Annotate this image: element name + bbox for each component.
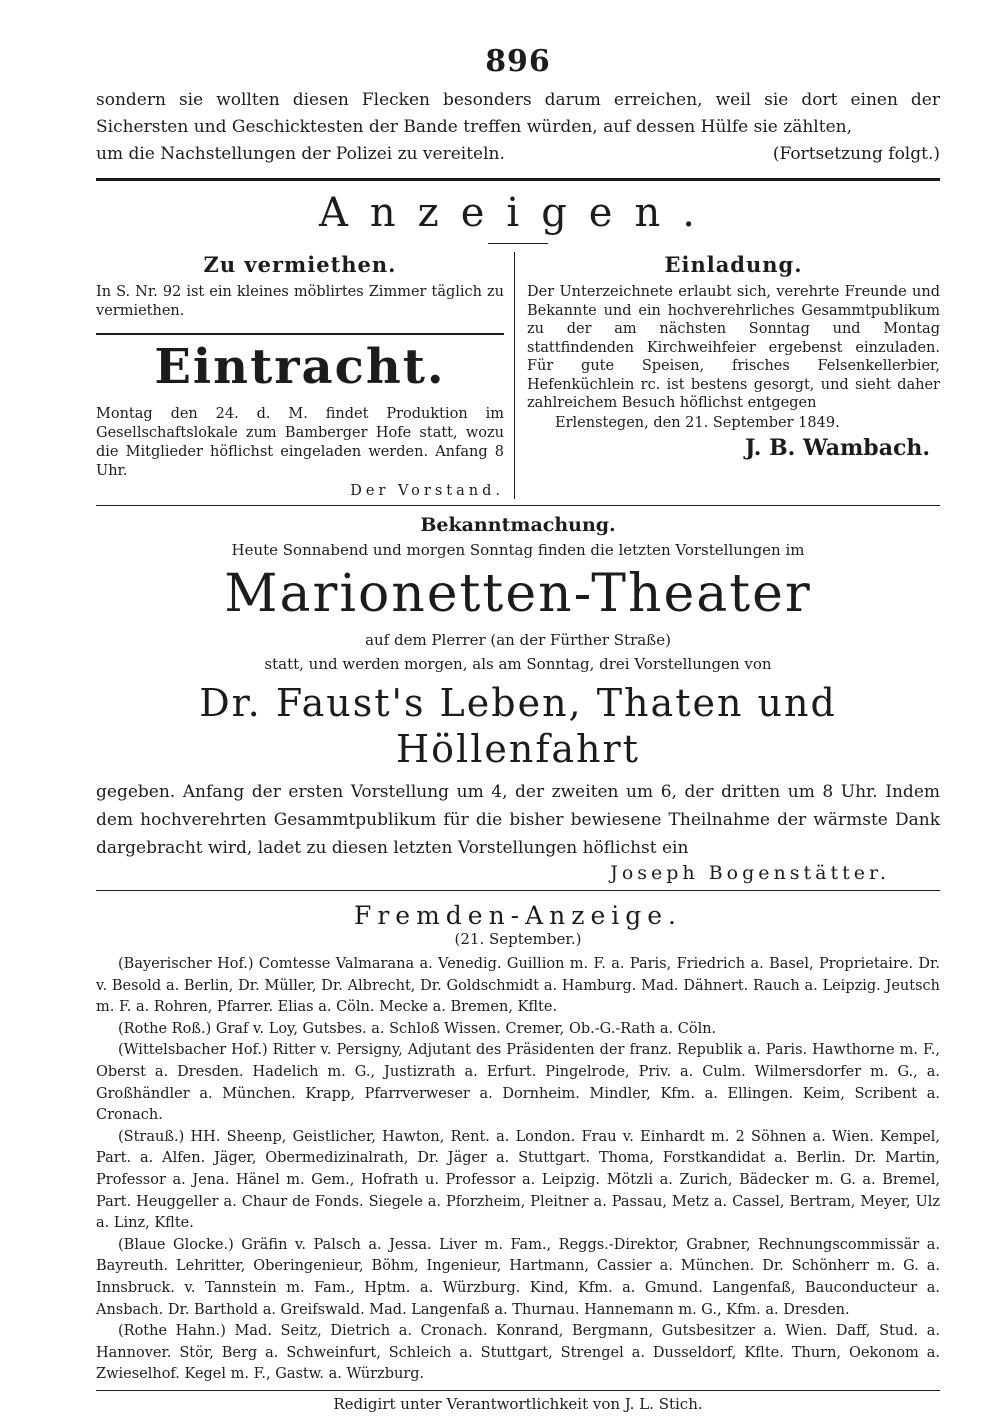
fremden-entry: (Strauß.) HH. Sheenp, Geistlicher, Hawton, Rent. a. London. Frau v. Einhardt m. 2 Söhnen a. Wien. Kempel, Part. a. Alfen. Jäger, Obermedizinalrath, Dr. Jäger a. Stuttgart. Thoma, Forstkandidat a. Berlin. Dr. Martin, Professor a. Jena. Hänel m. Gem., Hofrath u. Professor a. Leipzig. Mötzli a. Zurich, Bädecker m. G. a. Bremel, Part. Heuggeller a. Chaur de Fonds. Siegele a. Pforzheim, Pleitner a. Passau, Metz a. Cassel, Bertram, Meyer, Ulz a. Linz, Kflte. xyxy=(96,1128,940,1232)
continued-note: (Fortsetzung folgt.) xyxy=(772,144,940,164)
fremden-entry: (Rothe Roß.) Graf v. Loy, Gutsbes. a. Schloß Wissen. Cremer, Ob.-G.-Rath a. Cöln. xyxy=(118,1020,717,1037)
fremden-entry: (Blaue Glocke.) Gräfin v. Palsch a. Jessa. Liver m. Fam., Reggs.-Direktor, Grabner, Rechnungscommissär a. Bayreuth. Lehritter, Oberingenieur, Böhm, Ingenieur, Hartmann, Cassier a. München. Dr. Schönherr m. G. a. Innsbruck. v. Tannstein m. Fam., Hptm. a. Würzburg. Kind, Kfm. a. Gmund. Langenfaß, Bauconducteur a. Ansbach. Dr. Barthold a. Greifswald. Mad. Langenfaß a. Thurnau. Hannemann m. G., Kfm. a. Dresden. xyxy=(96,1236,940,1318)
fremden-entry: (Rothe Hahn.) Mad. Seitz, Dietrich a. Cronach. Konrand, Bergmann, Gutsbesitzer a. Wien. Daff, Stud. a. Hannover. Stör, Berg a. Schweinfurt, Schleich a. Stuttgart, Strengel a. Dusseldorf, Kflte. Thurn, Oekonom a. Zwieselhof. Kegel m. F., Gastw. a. Würzburg. xyxy=(96,1323,940,1383)
ads-columns xyxy=(96,252,940,499)
ad-einladung-heading: Einladung. xyxy=(664,252,803,277)
fremden-date: (21. September.) xyxy=(454,930,582,948)
editor-footer: Redigirt unter Verantwortlichkeit von J. L. Stich. xyxy=(333,1394,703,1413)
right-column xyxy=(515,252,940,499)
story-continuation xyxy=(96,87,940,168)
theater-title: Marionetten-Theater xyxy=(224,564,812,624)
newspaper-page xyxy=(96,44,940,1413)
ad-einladung-text: Der Unterzeichnete erlaubt sich, verehrte Freunde und Bekannte und ein hochverehrliches Gesammtpublikum zu der am nächsten Sonntag und Montag stattfindenden Kirchweihfeier ergebenst einzuladen. Für gute Speisen, frisches Felsenkellerbier, Hefenküchlein rc. ist bestens gesorgt, und sieht daher zahlreichem Besuch höflichst entgegen xyxy=(527,284,940,411)
ad-vermiethen-text: In S. Nr. 92 ist ein kleines möblirtes Zimmer täglich zu vermiethen. xyxy=(96,284,504,319)
story-last-line-row xyxy=(96,141,940,168)
divider xyxy=(96,1390,940,1391)
fremden-entry: (Bayerischer Hof.) Comtesse Valmarana a. Venedig. Guillion m. F. a. Paris, Friedrich a. Basel, Proprietaire. Dr. v. Besold a. Berlin, Dr. Müller, Dr. Albrecht, Dr. Goldschmidt a. Hamburg. Mad. Dähnert. Rauch a. Leipzig. Jeutsch m. F. a. Rohren, Pfarrer. Elias a. Cöln. Mecke a. Bremen, Kflte. xyxy=(96,956,940,1016)
theater-location: auf dem Plerrer (an der Fürther Straße) xyxy=(365,631,671,649)
bekanntmachung-signature: Joseph Bogenstätter. xyxy=(610,862,890,884)
bekanntmachung-text: gegeben. Anfang der ersten Vorstellung um 4, der zweiten um 6, der dritten um 8 Uhr. Indem dem hochverehrten Gesammtpublikum für die bisher bewiesene Theilnahme der wärmste Dank dargebracht wird, ladet zu diesen letzten Vorstellungen höflichst ein xyxy=(96,782,940,858)
fremden-list xyxy=(96,954,940,1386)
bekanntmachung-line1: Heute Sonnabend und morgen Sonntag finden die letzten Vorstellungen im xyxy=(231,541,805,559)
fremden-title: Fremden-Anzeige. xyxy=(353,901,682,930)
ad-eintracht-text: Montag den 24. d. M. findet Produktion im Gesellschaftslokale zum Bamberger Hofe statt, wozu die Mitglieder höflichst eingeladen werden. Anfang 8 Uhr. xyxy=(96,406,504,479)
ad-eintracht-signature: Der Vorstand. xyxy=(350,483,504,499)
divider xyxy=(96,505,940,506)
ad-vermiethen-heading: Zu vermiethen. xyxy=(203,252,397,277)
fremden-entry: (Wittelsbacher Hof.) Ritter v. Persigny, Adjutant des Präsidenten der franz. Republik a. Paris. Hawthorne m. F., Oberst a. Dresden. Hadelich m. G., Justizrath a. Erfurt. Pingelrode, Priv. a. Culm. Wilmersdorfer m. G., a. Großhändler a. München. Krapp, Pfarrverweser a. Dornheim. Mindler, Kfm. a. Ellingen. Keim, Scribent a. Cronach. xyxy=(96,1042,940,1124)
divider xyxy=(96,178,940,181)
ad-einladung-date: Erlenstegen, den 21. September 1849. xyxy=(555,414,840,431)
ad-einladung-signature: J. B. Wambach. xyxy=(745,434,930,461)
faust-title: Dr. Faust's Leben, Thaten und Höllenfahrt xyxy=(199,681,837,771)
ad-eintracht-heading: Eintracht. xyxy=(154,339,446,395)
left-column xyxy=(96,252,515,499)
bekanntmachung-heading: Bekanntmachung. xyxy=(420,514,616,536)
story-last-line: um die Nachstellungen der Polizei zu vereiteln. xyxy=(96,144,505,164)
story-text: sondern sie wollten diesen Flecken besonders darum erreichen, weil sie dort einen der Sichersten und Geschicktesten der Bande treffen würden, auf dessen Hülfe sie zählten, xyxy=(96,90,940,137)
divider xyxy=(96,333,504,335)
divider xyxy=(96,890,940,891)
page-number: 896 xyxy=(485,44,551,79)
short-divider xyxy=(488,243,548,244)
bekanntmachung-line2: statt, und werden morgen, als am Sonntag, drei Vorstellungen von xyxy=(264,655,772,673)
section-title: Anzeigen. xyxy=(319,190,717,236)
